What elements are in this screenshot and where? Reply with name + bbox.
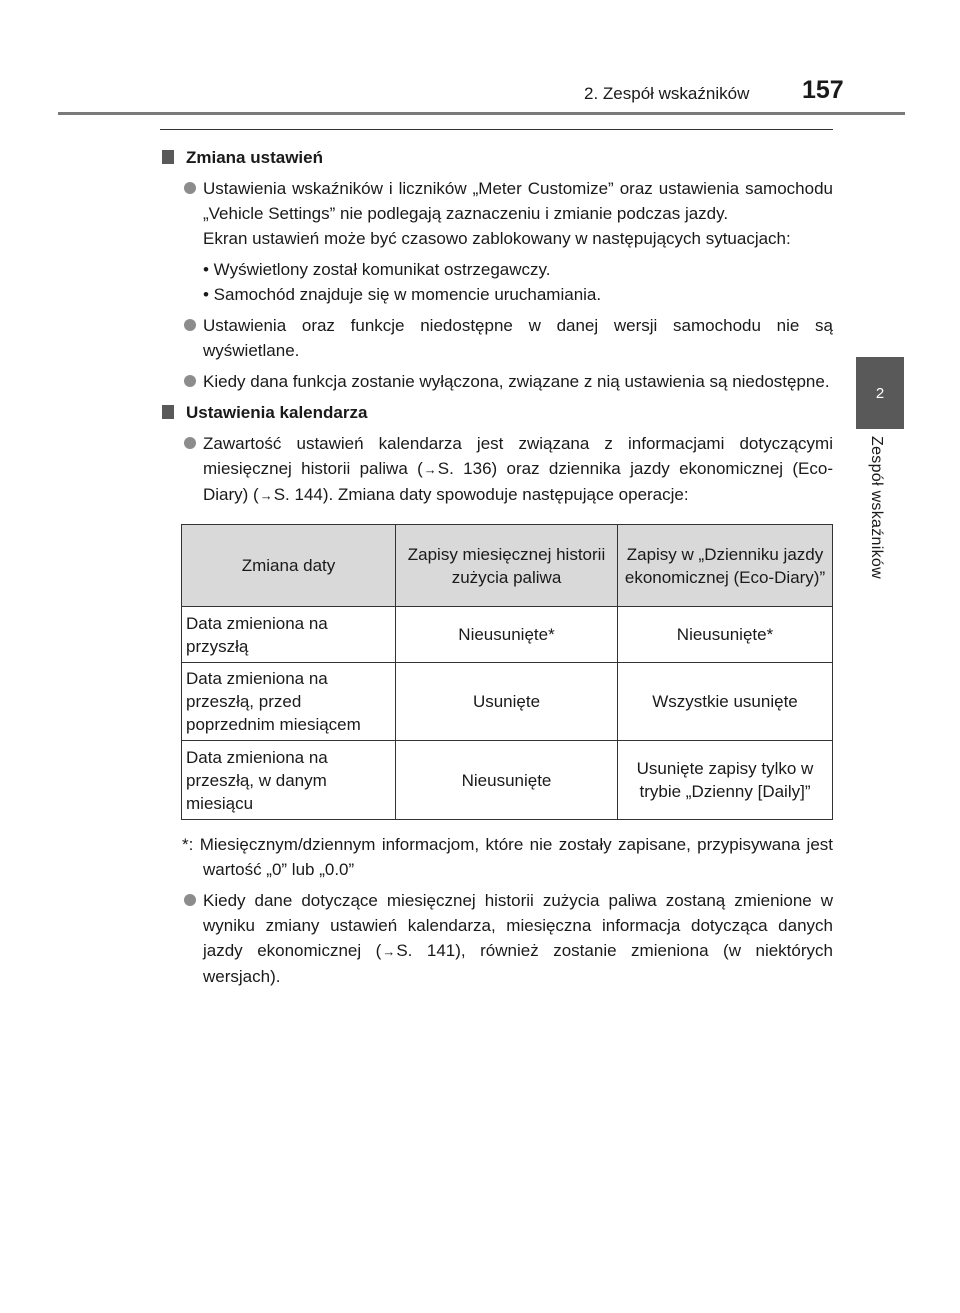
bullet-item (160, 313, 833, 363)
table-row (182, 607, 833, 663)
arrow-right-icon: → (259, 488, 273, 503)
table-row (182, 741, 833, 820)
page-reference[interactable]: S. 144 (273, 485, 323, 504)
square-bullet-icon (162, 405, 174, 419)
table-cell: Data zmieniona na przyszłą (182, 607, 396, 663)
section-title: Ustawienia kalendarza (186, 403, 368, 422)
table-cell: Nieusunięte (396, 741, 618, 820)
section-heading-settings-change (160, 145, 833, 170)
round-bullet-icon (184, 182, 196, 194)
round-bullet-icon (184, 319, 196, 331)
bullet-text: Kiedy dana funkcja zostanie wyłączona, związane z nią ustawienia są niedostępne. (203, 372, 830, 391)
table-cell: Wszystkie usunięte (618, 663, 833, 741)
date-change-table (181, 524, 833, 820)
sub-list (160, 257, 833, 307)
running-header-section: 2. Zespół wskaźników (584, 84, 750, 103)
bullet-item (160, 888, 833, 989)
sub-list-item: • Samochód znajduje się w momencie uruchamiania. (203, 285, 602, 304)
page-reference[interactable]: S. 136 (437, 459, 492, 478)
round-bullet-icon (184, 894, 196, 906)
arrow-right-icon: → (423, 462, 437, 477)
page-reference[interactable]: S. 141 (396, 941, 456, 960)
arrow-right-icon: → (382, 944, 396, 959)
chapter-tab-label: Zespół wskaźników (868, 436, 885, 579)
bullet-item (160, 431, 833, 508)
table-cell: Usunięte (396, 663, 618, 741)
bullet-text: Kiedy dane dotyczące miesięcznej historii zużycia paliwa zostaną zmienione w wyniku zmiany ustawień kalendarza, miesięczna informacja dotycząca danych jazdy ekonomicznej (→S. 141), również zostanie zmieniona (w niektórych wersjach). (203, 891, 833, 986)
section-title: Zmiana ustawień (186, 148, 323, 167)
table-header-cell: Zapisy w „Dzienniku jazdy ekonomicznej (Eco-Diary)” (618, 525, 833, 607)
page-content (160, 142, 833, 989)
square-bullet-icon (162, 150, 174, 164)
table-cell: Data zmieniona na przeszłą, przed poprzednim miesiącem (182, 663, 396, 741)
paragraph: Ekran ustawień może być czasowo zablokowany w następujących sytuacjach: (203, 229, 791, 248)
table-cell: Data zmieniona na przeszłą, w danym miesiącu (182, 741, 396, 820)
round-bullet-icon (184, 375, 196, 387)
section-heading-calendar-settings (160, 400, 833, 425)
table-cell: Nieusunięte* (396, 607, 618, 663)
chapter-tab-number: 2 (856, 357, 904, 429)
header-rule (58, 112, 905, 115)
bullet-item (160, 176, 833, 226)
bullet-text: Ustawienia oraz funkcje niedostępne w danej wersji samochodu nie są wyświetlane. (203, 316, 833, 360)
sub-list-item: • Wyświetlony został komunikat ostrzegawczy. (203, 260, 551, 279)
bullet-text: Zawartość ustawień kalendarza jest związana z informacjami dotyczącymi miesięcznej historii paliwa (→S. 136) oraz dziennika jazdy ekonomicznej (Eco-Diary) (→S. 144). Zmiana daty spowoduje następujące operacje: (203, 434, 833, 504)
table-cell: Nieusunięte* (618, 607, 833, 663)
table-header-row (182, 525, 833, 607)
content-top-rule (160, 129, 833, 130)
page-number: 157 (802, 76, 844, 104)
table-cell: Usunięte zapisy tylko w trybie „Dzienny [Daily]” (618, 741, 833, 820)
table-footnote: *: Miesięcznym/dziennym informacjom, które nie zostały zapisane, przypisywana jest wartość „0” lub „0.0” (182, 835, 833, 879)
bullet-item (160, 369, 833, 394)
bullet-text: Ustawienia wskaźników i liczników „Meter Customize” oraz ustawienia samochodu „Vehicle Settings” nie podlegają zaznaczeniu i zmianie podczas jazdy. (203, 179, 833, 223)
table-header-cell: Zapisy miesięcznej historii zużycia paliwa (396, 525, 618, 607)
round-bullet-icon (184, 437, 196, 449)
table-header-cell: Zmiana daty (182, 525, 396, 607)
table-row (182, 663, 833, 741)
